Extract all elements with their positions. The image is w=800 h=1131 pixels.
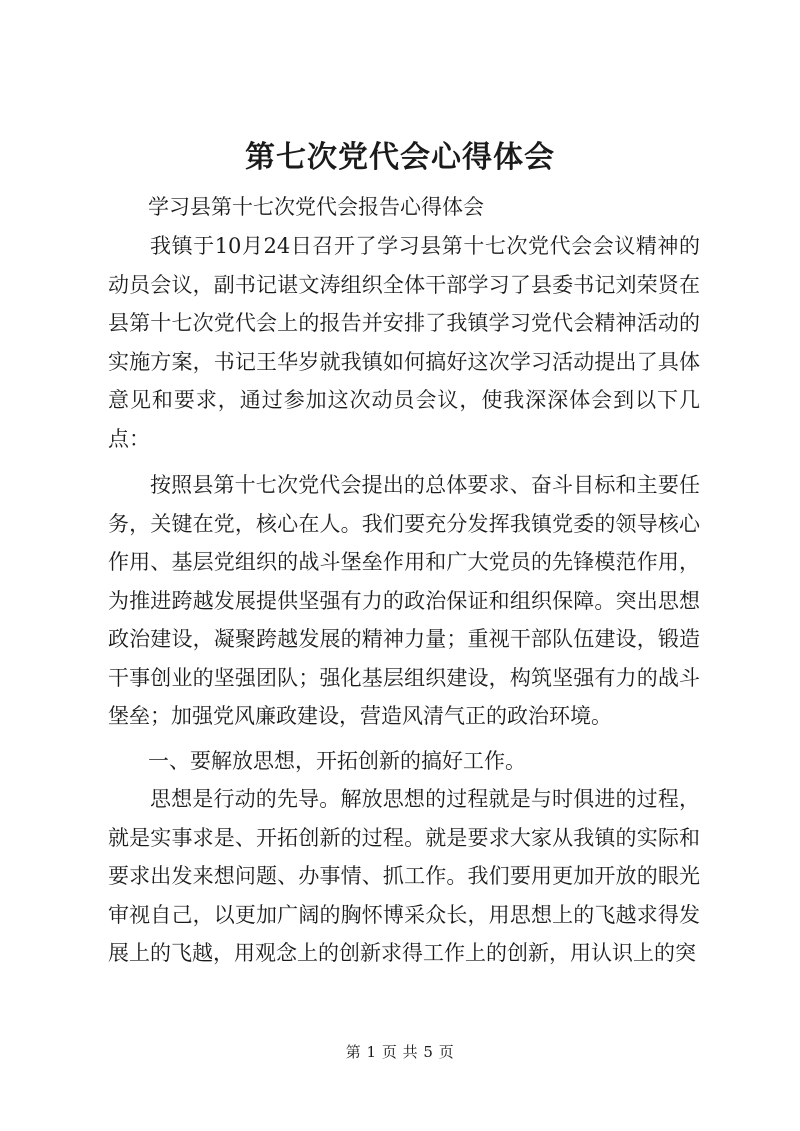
page-footer: 第 1 页 共 5 页 [345,1043,455,1061]
paragraph-2: 按照县第十七次党代会提出的总体要求、奋斗目标和主要任务，关键在党，核心在人。我们要充分发挥我镇党委的领导核心作用、基层党组织的战斗堡垒作用和广大党员的先锋模范作用，为推进跨越发展提供坚强有力的政治保证和组织保障。突出思想政治建设，凝聚跨越发展的精神力量；重视干部队伍建设，锻造干事创业的坚强团队；强化基层组织建设，构筑坚强有力的战斗堡垒；加强党风廉政建设，营造风清气正的政治环境。 [108,473,700,728]
paragraph-3: 思想是行动的先导。解放思想的过程就是与时俱进的过程，就是实事求是、开拓创新的过程。就是要求大家从我镇的实际和要求出发来想问题、办事情、抓工作。我们要用更加开放的眼光审视自己，以更加广阔的胸怀博采众长，用思想上的飞越求得发展上的飞越，用观念上的创新求得工作上的创新，用认识上的突 [108,787,700,965]
paragraph-1: 我镇于10月24日召开了学习县第十七次党代会会议精神的动员会议，副书记谌文涛组织全体干部学习了县委书记刘荣贤在县第十七次党代会上的报告并安排了我镇学习党代会精神活动的实施方案，书记王华岁就我镇如何搞好这次学习活动提出了具体意见和要求，通过参加这次动员会议，使我深深体会到以下几点： [108,234,700,451]
section-heading: 一、要解放思想，开拓创新的搞好工作。 [148,749,526,773]
page-title: 第七次党代会心得体会 [245,140,555,175]
subtitle: 学习县第十七次党代会报告心得体会 [148,195,484,219]
